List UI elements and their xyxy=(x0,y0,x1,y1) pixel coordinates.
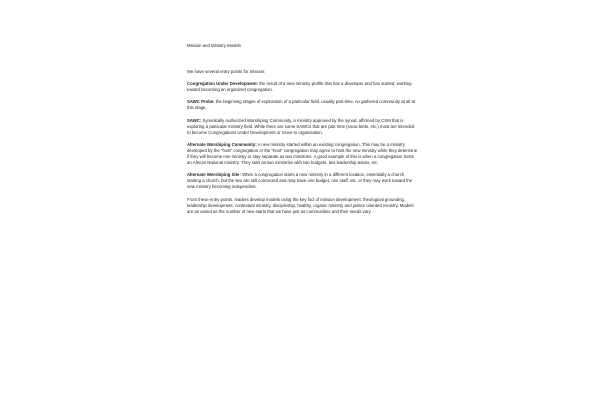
document-body xyxy=(187,43,419,215)
entry-term: SAWC Probe: xyxy=(187,99,215,105)
entry-paragraph xyxy=(187,118,419,136)
entry-text: A new ministry started within an existing congregation. This may be a ministry developed by the "host" congregation or the "host" congregation may agree to host the new ministry while they determine if they will become one ministry or stay separate as two ministries. A good example of this is when a congregation hosts an African National ministry. They start as two ministries with two budgets, two leadership teams, etc. xyxy=(187,141,418,166)
entry-paragraph xyxy=(187,99,419,111)
entry-term: Congregation Under Development: xyxy=(187,81,259,87)
entry-text: the beginning stages of exploration of a particular field, usually part-time, no gathered community at all at this stage. xyxy=(187,99,416,111)
document-title: Mission and Ministry Models xyxy=(187,43,241,48)
entry-term: Alternate Worshiping Community: xyxy=(187,141,257,147)
entry-paragraph xyxy=(187,172,419,190)
closing-paragraph: From these entry points, leaders develop models using the key foci of mission development: theological grounding, leadership development, contextual ministry, discipleship, healthy, organic ministry and justice oriented ministry. Models are as varied as the number of new starts that we have just as communities and their needs vary. xyxy=(187,196,414,214)
entry-text: the result of a new ministry profile that has a developer and has started, working toward becoming an organized congregation. xyxy=(187,81,412,93)
entry-term: SAWC: xyxy=(187,117,202,123)
intro-paragraph: We have several entry points for mission: xyxy=(187,69,266,75)
entry-text: When a congregation starts a new ministry in a different location, essentially a church starting a church, but the two are still connected and may have one budget, one staff, etc. or they may work toward the new ministry becoming independent. xyxy=(187,172,413,190)
entry-paragraph xyxy=(187,81,419,93)
entry-term: Alternate Worshiping Site: xyxy=(187,172,241,178)
entry-text: Synodically Authorized Worshiping Community, a ministry approved by the synod, affirmed by CSM that is exploring a particular ministry field. While there are some SAWCs that are part time (snow birds, etc.) most are intended to become Congregations Under Development or move to organization. xyxy=(187,117,415,135)
entry-paragraph xyxy=(187,142,419,166)
